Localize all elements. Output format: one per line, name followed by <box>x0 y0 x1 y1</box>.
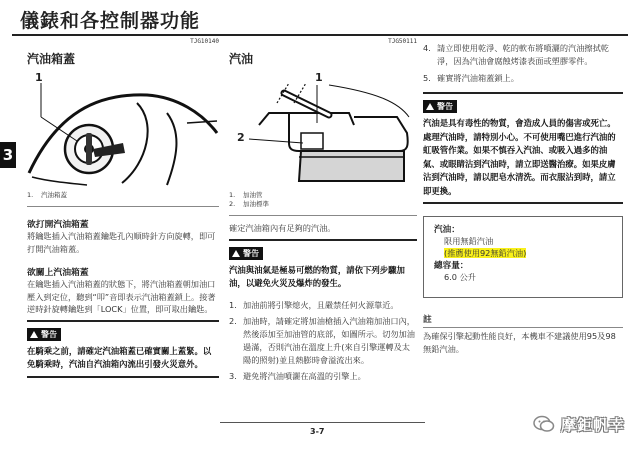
fuel-cap-illustration <box>27 73 219 187</box>
step-text: 加油時，請確定將加油槍插入汽油箱加油口內，然後添加至加油管的底部，如圖所示。切勿加油過滿，否則汽油在溫度上升(來自引擎運轉及太陽的照射)並且熱膨時會溢流出來。 <box>243 316 415 365</box>
legend-text: 加油管 <box>243 191 263 199</box>
fuel-section <box>229 38 417 383</box>
list-item <box>423 42 623 68</box>
warning-badge <box>27 328 61 341</box>
refuel-steps <box>229 299 417 384</box>
legend-text: 汽油箱蓋 <box>41 191 67 199</box>
chapter-tab: 3 <box>0 142 16 168</box>
fuel-section-continued <box>423 38 623 355</box>
legend-text: 加油標準 <box>243 200 269 208</box>
list-item <box>229 370 417 383</box>
close-cap-text: 在鑰匙插入汽油箱蓋的狀態下，將汽油箱蓋朝加油口壓入到定位，聽到“叩”音即表示汽油箱蓋鎖上。接著逆時針旋轉鑰匙到「LOCK」位置，即可取出鑰匙。 <box>27 279 216 314</box>
capacity-value: 6.0 公升 <box>444 272 476 283</box>
step-num: 4. <box>423 43 431 53</box>
callout-1: 1 <box>315 71 323 84</box>
divider <box>423 327 623 328</box>
fuel-tank-figure <box>229 73 417 187</box>
fuel-tank-illustration <box>229 73 417 187</box>
fuel-value: 限用無鉛汽油 <box>444 236 494 247</box>
capacity-label: 總容量： <box>434 261 469 272</box>
warning-text: 在騎乘之前，請確定汽油箱蓋已確實關上蓋緊。以免騎乘時，汽油自汽油箱內流出引發火災意外。 <box>27 345 212 369</box>
callout-2: 2 <box>237 131 245 144</box>
warning-badge <box>229 247 263 260</box>
page-title: 儀錶和各控制器功能 <box>20 10 201 32</box>
note-text: 為確保引擎起動性能良好，本機車不建議使用95及98無鉛汽油。 <box>423 331 616 354</box>
open-cap-title: 欲打開汽油箱蓋 <box>27 220 89 230</box>
refuel-steps-continued <box>423 42 623 84</box>
legend-item <box>229 200 417 209</box>
step-num: 5. <box>423 72 431 83</box>
legend-num: 1. <box>229 191 236 199</box>
step-num: 1. <box>229 299 237 310</box>
warning-icon <box>30 331 38 338</box>
warning-text: 汽油與油氣是極易可燃的物質，請依下列步驟加油，以避免火災及爆炸的發生。 <box>229 264 405 288</box>
section-code: TJG50111 <box>388 38 417 45</box>
warning-badge <box>423 100 457 113</box>
open-cap-text: 將鑰匙插入汽油箱蓋鑰匙孔內順時針方向旋轉，即可打開汽油箱蓋。 <box>27 231 216 254</box>
figure-legend <box>27 191 219 200</box>
divider <box>27 376 219 378</box>
divider <box>229 215 417 216</box>
note-title: 註 <box>423 315 432 326</box>
step-text: 避免將汽油噴灑在高溫的引擎上。 <box>243 371 366 382</box>
fuel-label: 汽油： <box>434 225 460 236</box>
divider <box>423 202 623 204</box>
fuel-cap-figure <box>27 73 219 187</box>
legend-num: 1. <box>27 191 34 199</box>
warning-label: 警告 <box>41 329 57 339</box>
step-text: 加油前將引擎熄火，且嚴禁任何火源靠近。 <box>243 299 399 310</box>
warning-label: 警告 <box>243 248 259 258</box>
figure-legend <box>229 191 417 209</box>
fuel-spec-box <box>423 216 623 298</box>
section-title: 汽油 <box>229 52 254 66</box>
fuel-recommend-highlight: (推薦使用92無鉛汽油) <box>444 248 527 259</box>
warning-label: 警告 <box>437 102 453 112</box>
list-item <box>423 72 623 85</box>
close-cap-title: 欲關上汽油箱蓋 <box>27 268 89 278</box>
legend-item <box>27 191 219 200</box>
footer-rule <box>220 422 425 423</box>
legend-item <box>229 191 417 200</box>
divider <box>27 320 219 322</box>
warning-text: 汽油是具有毒性的物質，會造成人員的傷害或死亡。處理汽油時，請特別小心。不可使用嘴巴進行汽油的虹吸管作業。如果不慎吞入汽油、或吸入過多的油氣、或眼睛沾到汽油時，請立即送醫治療。如果皮膚沾到汽油時，請以肥皂水清洗。而衣服沾到時，請立即更換。 <box>423 118 616 196</box>
step-text: 確實將汽油箱蓋鎖上。 <box>437 72 519 83</box>
fuel-intro: 確定汽油箱內有足夠的汽油。 <box>229 223 336 233</box>
fuel-recommend <box>434 247 612 259</box>
divider <box>27 206 219 207</box>
list-item <box>229 299 417 312</box>
warning-icon <box>232 250 240 257</box>
callout-1: 1 <box>35 71 43 84</box>
watermark <box>532 412 625 436</box>
fuel-cap-section <box>27 38 219 378</box>
title-rule <box>12 34 628 36</box>
legend-num: 2. <box>229 200 236 208</box>
step-num: 3. <box>229 371 237 382</box>
warning-icon <box>426 103 434 110</box>
page-number: 3-7 <box>310 427 325 436</box>
section-code: TJG10140 <box>190 38 219 45</box>
list-item <box>229 315 417 366</box>
step-num: 2. <box>229 316 237 327</box>
wechat-icon <box>532 412 556 436</box>
section-title: 汽油箱蓋 <box>27 52 76 66</box>
step-text: 請立即使用乾淨、乾的軟布將噴灑的汽油擦拭乾淨，因為汽油會腐蝕烤漆表面或塑膠零件。 <box>437 43 609 66</box>
divider <box>229 239 417 241</box>
watermark-text: 摩鉅帆幸 <box>561 415 626 434</box>
divider <box>423 92 623 94</box>
